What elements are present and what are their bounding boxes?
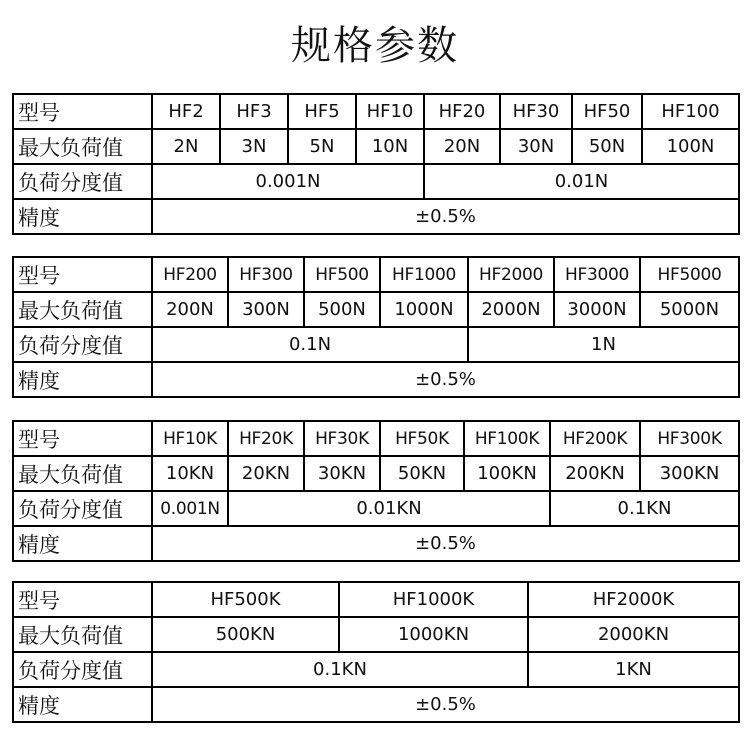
division-cell: 0.001N: [152, 164, 424, 199]
model-cell: HF1000K: [339, 582, 528, 617]
model-cell: HF30K: [304, 421, 380, 456]
model-cell: HF2000K: [528, 582, 739, 617]
max-load-row: [13, 456, 739, 491]
max-load-cell: 500N: [304, 292, 380, 327]
model-cell: HF3000: [554, 257, 640, 292]
division-cell: 0.01N: [424, 164, 739, 199]
max-load-cell: 50N: [572, 129, 642, 164]
model-cell: HF50: [572, 94, 642, 129]
model-label: 型号: [13, 582, 152, 617]
division-cell: 1KN: [528, 652, 739, 687]
model-cell: HF500: [304, 257, 380, 292]
division-cell: 0.001N: [152, 491, 228, 526]
max-load-cell: 20KN: [228, 456, 304, 491]
max-load-cell: 30N: [500, 129, 572, 164]
accuracy-label: 精度: [13, 687, 152, 722]
max-load-cell: 1000N: [380, 292, 468, 327]
accuracy-cell: ±0.5%: [152, 526, 739, 561]
division-cell: 1N: [468, 327, 739, 362]
max-load-cell: 50KN: [380, 456, 464, 491]
division-row: [13, 327, 739, 362]
accuracy-label: 精度: [13, 526, 152, 561]
model-cell: HF10: [356, 94, 424, 129]
accuracy-row: [13, 687, 739, 722]
division-label: 负荷分度值: [13, 491, 152, 526]
division-label: 负荷分度值: [13, 164, 152, 199]
division-row: [13, 652, 739, 687]
division-row: [13, 164, 739, 199]
model-cell: HF100K: [464, 421, 550, 456]
max-load-cell: 300KN: [640, 456, 739, 491]
accuracy-cell: ±0.5%: [152, 687, 739, 722]
max-load-cell: 10N: [356, 129, 424, 164]
model-cell: HF5000: [640, 257, 739, 292]
max-load-cell: 500KN: [152, 617, 339, 652]
model-cell: HF20: [424, 94, 500, 129]
model-row: [13, 94, 739, 129]
max-load-row: [13, 617, 739, 652]
max-load-cell: 100KN: [464, 456, 550, 491]
model-row: [13, 582, 739, 617]
max-load-label: 最大负荷值: [13, 617, 152, 652]
max-load-cell: 5N: [288, 129, 356, 164]
max-load-cell: 2000N: [468, 292, 554, 327]
spec-table-2: [12, 256, 740, 398]
model-cell: HF300: [228, 257, 304, 292]
max-load-cell: 300N: [228, 292, 304, 327]
model-label: 型号: [13, 257, 152, 292]
model-cell: HF1000: [380, 257, 468, 292]
spec-table-4: [12, 581, 740, 723]
max-load-cell: 100N: [642, 129, 739, 164]
division-cell: 0.1N: [152, 327, 468, 362]
max-load-row: [13, 129, 739, 164]
max-load-row: [13, 292, 739, 327]
model-cell: HF2: [152, 94, 220, 129]
max-load-cell: 3000N: [554, 292, 640, 327]
max-load-cell: 2N: [152, 129, 220, 164]
model-cell: HF5: [288, 94, 356, 129]
accuracy-row: [13, 362, 739, 397]
max-load-cell: 5000N: [640, 292, 739, 327]
model-row: [13, 257, 739, 292]
division-row: [13, 491, 739, 526]
accuracy-cell: ±0.5%: [152, 362, 739, 397]
spec-table-1: [12, 93, 740, 235]
max-load-label: 最大负荷值: [13, 129, 152, 164]
page-title: 规格参数: [291, 23, 459, 69]
accuracy-row: [13, 199, 739, 234]
max-load-cell: 20N: [424, 129, 500, 164]
max-load-cell: 3N: [220, 129, 288, 164]
division-cell: 0.01KN: [228, 491, 550, 526]
model-cell: HF20K: [228, 421, 304, 456]
model-cell: HF2000: [468, 257, 554, 292]
max-load-cell: 1000KN: [339, 617, 528, 652]
accuracy-label: 精度: [13, 362, 152, 397]
max-load-cell: 200KN: [550, 456, 640, 491]
max-load-label: 最大负荷值: [13, 292, 152, 327]
max-load-cell: 10KN: [152, 456, 228, 491]
model-cell: HF3: [220, 94, 288, 129]
model-cell: HF50K: [380, 421, 464, 456]
division-cell: 0.1KN: [152, 652, 528, 687]
max-load-cell: 2000KN: [528, 617, 739, 652]
model-label: 型号: [13, 94, 152, 129]
accuracy-row: [13, 526, 739, 561]
max-load-cell: 30KN: [304, 456, 380, 491]
model-cell: HF200: [152, 257, 228, 292]
accuracy-cell: ±0.5%: [152, 199, 739, 234]
model-cell: HF200K: [550, 421, 640, 456]
model-cell: HF30: [500, 94, 572, 129]
spec-table-3: [12, 420, 740, 562]
model-label: 型号: [13, 421, 152, 456]
division-label: 负荷分度值: [13, 327, 152, 362]
model-row: [13, 421, 739, 456]
accuracy-label: 精度: [13, 199, 152, 234]
model-cell: HF10K: [152, 421, 228, 456]
max-load-label: 最大负荷值: [13, 456, 152, 491]
model-cell: HF300K: [640, 421, 739, 456]
division-cell: 0.1KN: [550, 491, 739, 526]
model-cell: HF500K: [152, 582, 339, 617]
model-cell: HF100: [642, 94, 739, 129]
division-label: 负荷分度值: [13, 652, 152, 687]
max-load-cell: 200N: [152, 292, 228, 327]
